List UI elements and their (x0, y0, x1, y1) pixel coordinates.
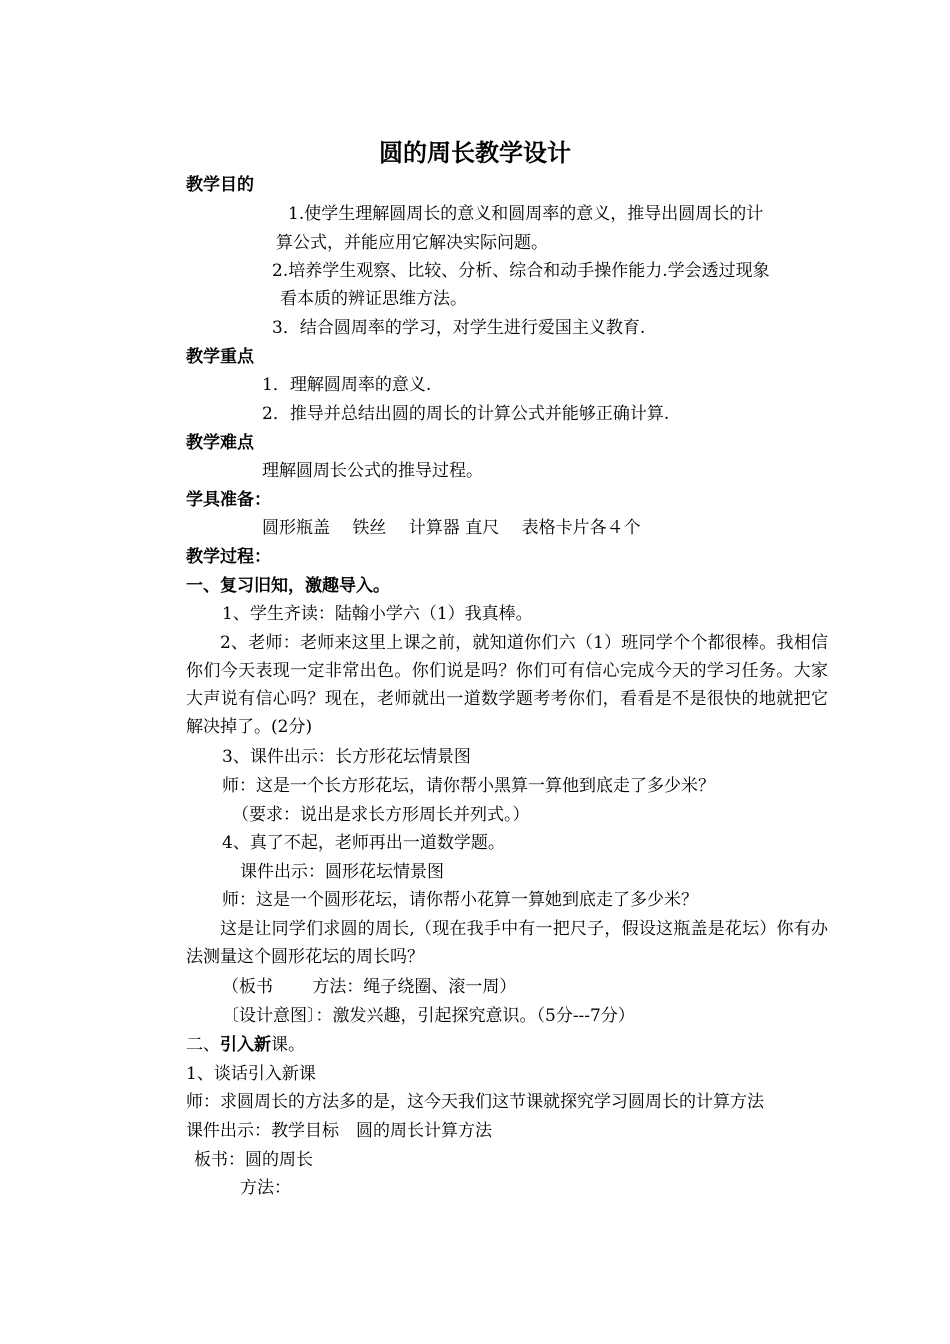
document-title: 圆的周长教学设计 (379, 139, 571, 167)
section-1-board: （板书 方法：绳子绕圈、滚一周） (222, 977, 517, 997)
section-2-heading (186, 1035, 305, 1055)
section-1-teacher-1: 师：这是一个长方形花坛，请你帮小黑算一算他到底走了多少米？ (222, 776, 715, 796)
section-1-item-3: 3、课件出示：长方形花坛情景图 (222, 747, 471, 767)
difficulty-1: 理解圆周长公式的推导过程。 (262, 461, 483, 481)
section-1-item-2: 2、老师：老师来这里上课之前，就知道你们六（1）班同学个个都很棒。我相信你们今天表现一定非常出色。你们说是吗？你们可有信心完成今天的学习任务。大家大声说有信心吗？现在，老师就出一道数学题考考你们，看看是不是很快的地就把它解决掉了。(2分) (186, 633, 828, 737)
objective-3: 3．结合圆周率的学习，对学生进行爱国主义教育. (272, 318, 646, 338)
section-2-item-1: 1、谈话引入新课 (186, 1064, 316, 1084)
section-1-paragraph: 这是让同学们求圆的周长,（现在我手中有一把尺子，假设这瓶盖是花坛）你有办法测量这个圆形花坛的周长吗？ (186, 919, 828, 967)
difficulties-heading: 教学难点 (186, 433, 254, 453)
objective-2-line-1: 2.培养学生观察、比较、分析、综合和动手操作能力.学会透过现象 (272, 261, 770, 281)
materials-list: 圆形瓶盖 铁丝 计算器 直尺 表格卡片各４个 (262, 518, 641, 538)
objective-1-line-2: 算公式，并能应用它解决实际问题。 (276, 233, 548, 253)
section-1-requirement: （要求：说出是求长方形周长并列式。） (232, 805, 530, 825)
section-1-item-4: 4、真了不起，老师再出一道数学题。 (222, 833, 505, 853)
section-1-heading: 一、复习旧知，激趣导入。 (186, 576, 390, 596)
section-2-courseware: 课件出示：教学目标 圆的周长计算方法 (186, 1121, 492, 1141)
materials-heading: 学具准备： (186, 490, 271, 510)
section-2-suffix: 课。 (271, 1035, 305, 1055)
objective-2-line-2: 看本质的辨证思维方法。 (280, 289, 467, 309)
section-2-method: 方法： (240, 1178, 291, 1198)
key-points-heading: 教学重点 (186, 347, 254, 367)
objectives-heading: 教学目的 (186, 175, 254, 195)
key-point-1: 1．理解圆周率的意义. (262, 375, 432, 395)
section-1-teacher-2: 师：这是一个圆形花坛，请你帮小花算一算她到底走了多少米？ (222, 890, 698, 910)
objective-1-line-1: 1.使学生理解圆周长的意义和圆周率的意义，推导出圆周长的计 (288, 204, 764, 224)
process-heading: 教学过程： (186, 547, 271, 567)
section-2-prefix: 二、 (186, 1035, 220, 1055)
section-1-design-intent: 〔设计意图〕：激发兴趣，引起探究意识。（5分---7分） (222, 1006, 635, 1026)
section-2-teacher: 师：求圆周长的方法多的是，这今天我们这节课就探究学习圆周长的计算方法 (186, 1092, 764, 1112)
section-1-item-1: 1、学生齐读：陆翰小学六（1）我真棒。 (222, 604, 533, 624)
section-1-courseware: 课件出示：圆形花坛情景图 (240, 862, 444, 882)
key-point-2: 2．推导并总结出圆的周长的计算公式并能够正确计算. (262, 404, 670, 424)
section-2-board: 板书：圆的周长 (194, 1150, 313, 1170)
section-2-bold: 引入新 (220, 1035, 271, 1055)
